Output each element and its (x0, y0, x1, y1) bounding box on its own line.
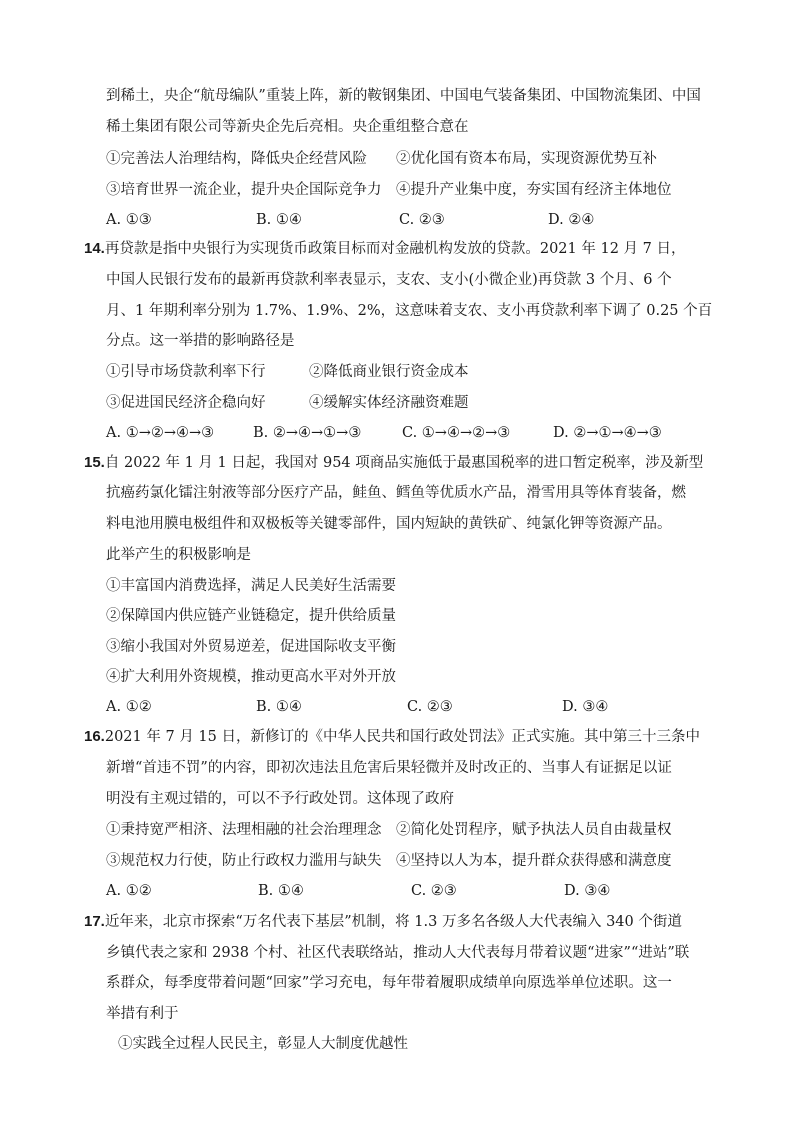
q16-statement-2: ③规范权力行使，防止行政权力滥用与缺失 ④坚持以人为本，提升群众获得感和满意度 (106, 853, 672, 869)
q13-option-d[interactable]: D. ②④ (548, 212, 595, 228)
q13-stem-line-1: 到稀土，央企“航母编队”重装上阵，新的鞍钢集团、中国电气装备集团、中国物流集团、中国 (106, 88, 701, 104)
q16-stem-text-1: 2021 年 7 月 15 日，新修订的《中华人民共和国行政处罚法》正式实施。其中第三十三条中 (104, 729, 700, 745)
q15-stem-line-3: 料电池用膜电极组件和双极板等关键零部件，国内短缺的黄铁矿、纯氯化钾等资源产品。 (106, 516, 672, 532)
q16-number: 16. (84, 728, 105, 745)
q15-statement-3: ③缩小我国对外贸易逆差，促进国际收支平衡 (106, 639, 396, 655)
q13-statement-1: ①完善法人治理结构，降低央企经营风险 ②优化国有资本布局，实现资源优势互补 (106, 151, 657, 167)
q14-stem-text-1: 再贷款是指中央银行为实现货币政策目标而对金融机构发放的贷款。2021 年 12 月 7 日， (104, 241, 686, 257)
q17-statement-1: ①实践全过程人民民主，彰显人大制度优越性 (118, 1036, 408, 1052)
q17-stem-text-1: 近年来，北京市探索“万名代表下基层”机制，将 1.3 万多名各级人大代表编入 340 个街道 (104, 914, 682, 930)
q13-options (106, 210, 726, 232)
q14-option-a[interactable]: A. ①→②→④→③ (106, 425, 215, 441)
q13-option-a[interactable]: A. ①③ (106, 212, 152, 228)
q14-option-b[interactable]: B. ②→④→①→③ (253, 425, 362, 441)
q15-stem-line-2: 抗癌药氯化镭注射液等部分医疗产品，鲑鱼、鳕鱼等优质水产品，滑雪用具等体育装备，燃 (106, 485, 686, 501)
q15-stem-line-1 (84, 453, 734, 475)
q15-statement-4: ④扩大利用外资规模，推动更高水平对外开放 (106, 669, 396, 685)
q16-statement-1: ①秉持宽严相济、法理相融的社会治理理念 ②简化处罚程序，赋予执法人员自由裁量权 (106, 822, 672, 838)
q16-options (106, 881, 726, 903)
q16-option-b[interactable]: B. ①④ (258, 883, 304, 899)
q13-statement-2: ③培育世界一流企业，提升央企国际竞争力 ④提升产业集中度，夯实国有经济主体地位 (106, 182, 672, 198)
q14-stem-line-1 (84, 239, 734, 261)
q14-option-d[interactable]: D. ②→①→④→③ (553, 425, 662, 441)
q15-stem-text-1: 自 2022 年 1 月 1 日起，我国对 954 项商品实施低于最惠国税率的进口暂定税率，涉及新型 (104, 455, 704, 471)
q17-number: 17. (84, 913, 105, 930)
q16-option-a[interactable]: A. ①② (106, 883, 152, 899)
q15-number: 15. (84, 454, 105, 471)
q14-stem-line-3: 月、1 年期利率分别为 1.7%、1.9%、2%，这意味着支农、支小再贷款利率下调了 0.25 个百 (106, 303, 713, 319)
q15-option-c[interactable]: C. ②③ (407, 699, 453, 715)
q15-options (106, 697, 726, 719)
q13-stem-line-2: 稀土集团有限公司等新央企先后亮相。央企重组整合意在 (106, 119, 469, 135)
q15-statement-1: ①丰富国内消费选择，满足人民美好生活需要 (106, 578, 396, 594)
q14-statement-1: ①引导市场贷款利率下行 ②降低商业银行资金成本 (106, 364, 469, 380)
q15-option-d[interactable]: D. ③④ (562, 699, 609, 715)
q13-option-c[interactable]: C. ②③ (399, 212, 445, 228)
q16-stem-line-1 (84, 727, 734, 749)
q16-stem-line-2: 新增“首违不罚”的内容，即初次违法且危害后果轻微并及时改正的、当事人有证据足以证 (106, 760, 672, 776)
q15-option-b[interactable]: B. ①④ (256, 699, 302, 715)
q15-option-a[interactable]: A. ①② (106, 699, 152, 715)
q14-options (106, 423, 726, 445)
q15-statement-2: ②保障国内供应链产业链稳定，提升供给质量 (106, 608, 396, 624)
q15-stem-line-4: 此举产生的积极影响是 (106, 547, 251, 563)
q16-option-c[interactable]: C. ②③ (411, 883, 457, 899)
q17-stem-line-1 (84, 912, 734, 934)
q17-stem-line-3: 系群众，每季度带着问题“回家”学习充电，每年带着履职成绩单向原选举单位述职。这一 (106, 975, 672, 991)
q16-stem-line-3: 明没有主观过错的，可以不予行政处罚。这体现了政府 (106, 791, 454, 807)
q14-statement-2: ③促进国民经济企稳向好 ④缓解实体经济融资难题 (106, 395, 469, 411)
q14-stem-line-4: 分点。这一举措的影响路径是 (106, 333, 295, 349)
q14-option-c[interactable]: C. ①→④→②→③ (402, 425, 511, 441)
q13-option-b[interactable]: B. ①④ (256, 212, 302, 228)
q17-stem-line-4: 举措有利于 (106, 1006, 179, 1022)
q16-option-d[interactable]: D. ③④ (564, 883, 611, 899)
q14-stem-line-2: 中国人民银行发布的最新再贷款利率表显示，支农、支小(小微企业)再贷款 3 个月、6 个 (106, 272, 672, 288)
q14-number: 14. (84, 240, 105, 257)
q17-stem-line-2: 乡镇代表之家和 2938 个村、社区代表联络站，推动人大代表每月带着议题“进家”“进站”联 (106, 945, 690, 961)
